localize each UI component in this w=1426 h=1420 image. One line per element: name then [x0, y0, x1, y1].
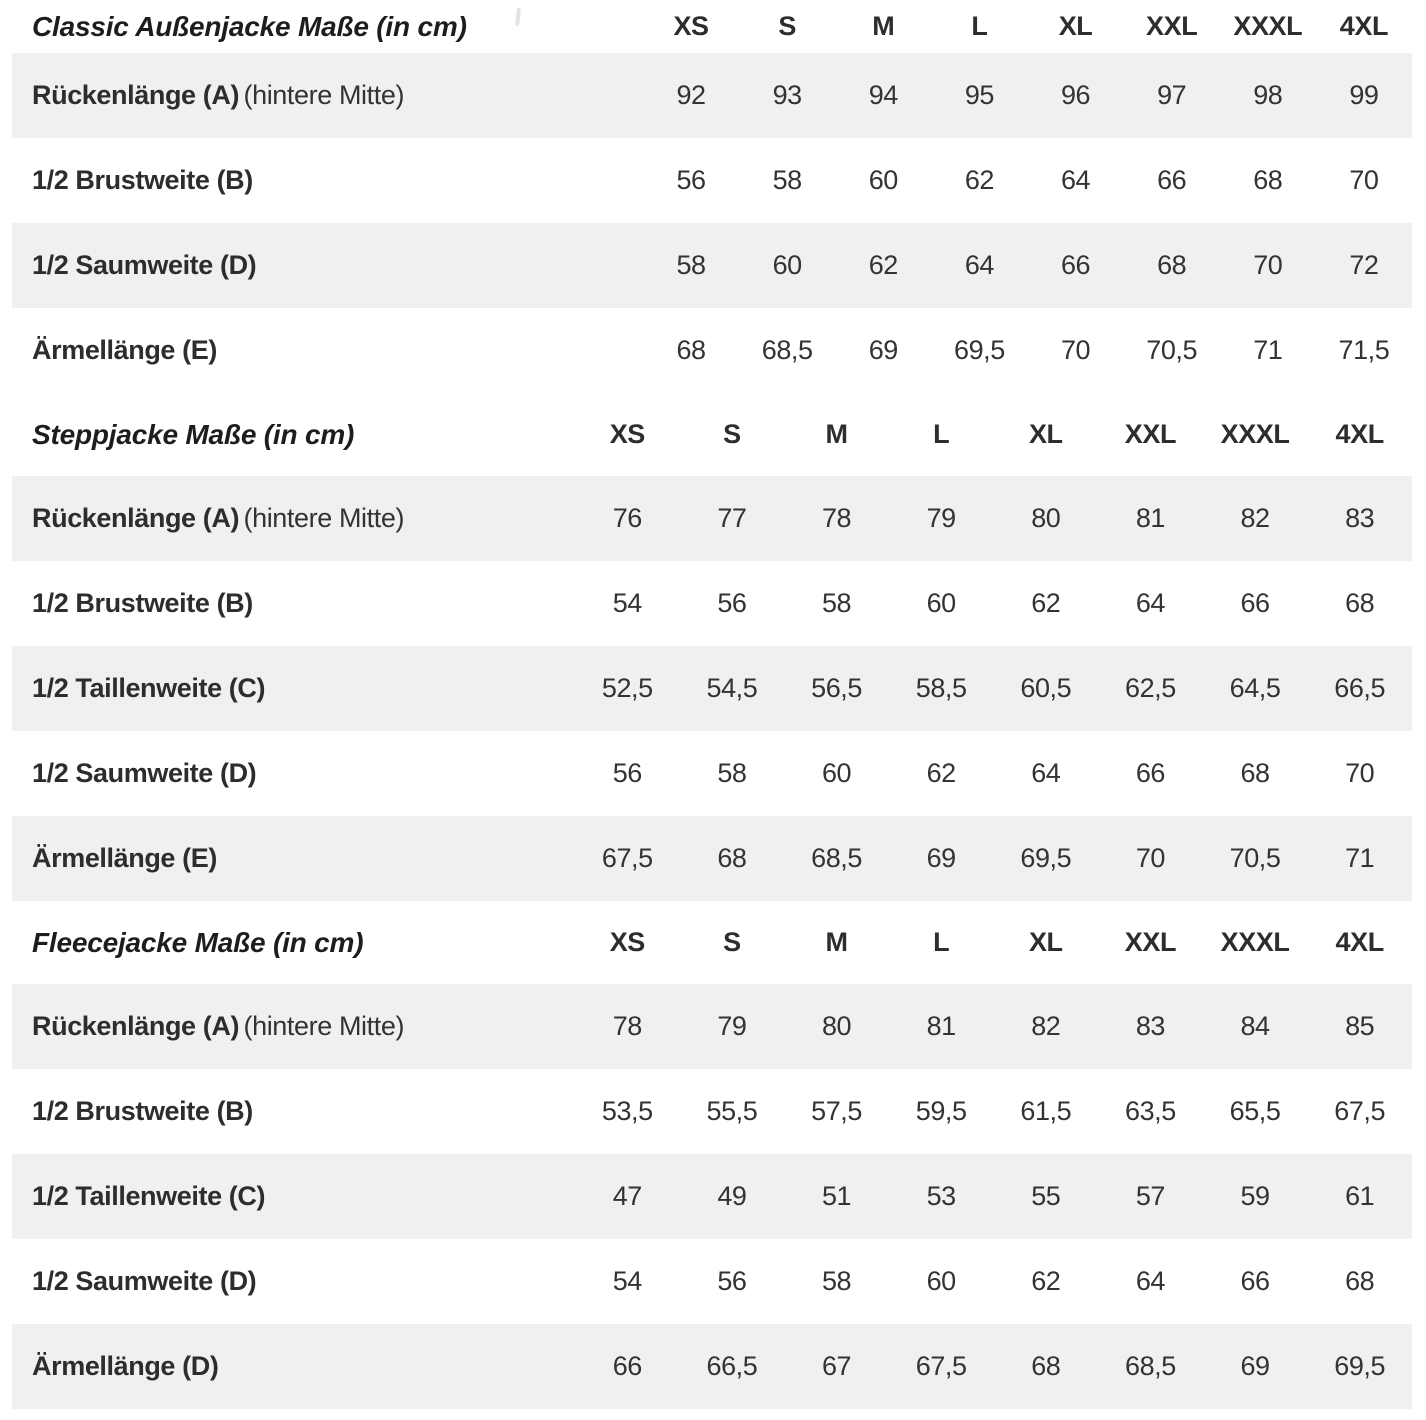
- size-column-header: M: [825, 419, 848, 449]
- row-label-cell: [12, 138, 643, 223]
- value-cell: 70: [1135, 843, 1166, 873]
- value-cell: 70: [1349, 165, 1379, 195]
- value-cell: 68,5: [811, 843, 863, 873]
- value-cell: 54,5: [706, 673, 758, 703]
- value-cell: 58: [821, 1266, 852, 1296]
- row-label-cell: [12, 561, 575, 646]
- value-cell: 64: [1060, 165, 1091, 195]
- value-cell: 68: [676, 335, 706, 365]
- row-label-cell: [12, 816, 575, 901]
- value-cell: 71: [1253, 335, 1283, 365]
- value-cell: 51: [821, 1181, 852, 1211]
- measure-label: 1/2 Saumweite (D): [32, 758, 257, 788]
- table-title: Classic Außenjacke Maße (in cm): [32, 10, 467, 42]
- value-cell: 70: [1253, 250, 1283, 280]
- size-table-2: [12, 901, 1412, 1409]
- measure-label: 1/2 Taillenweite (C): [32, 1181, 266, 1211]
- value-cell: 47: [612, 1181, 642, 1211]
- measure-label: 1/2 Brustweite (B): [32, 1096, 253, 1126]
- value-cell: 53: [926, 1181, 956, 1211]
- table-row: [12, 1154, 1412, 1239]
- value-cell: 81: [1135, 503, 1166, 533]
- table-row: [12, 1239, 1412, 1324]
- value-cell: 66: [1240, 588, 1270, 618]
- table-row: [12, 816, 1412, 901]
- value-cell: 60: [821, 758, 852, 788]
- value-cell: 53,5: [601, 1096, 653, 1126]
- size-column-header: XS: [609, 419, 645, 449]
- size-column-header: XXL: [1124, 927, 1177, 957]
- value-cell: 63,5: [1124, 1096, 1176, 1126]
- value-cell: 76: [612, 503, 642, 533]
- value-cell: 70: [1060, 335, 1091, 365]
- value-cell: 62,5: [1124, 673, 1176, 703]
- value-cell: 80: [1031, 503, 1061, 533]
- value-cell: 66,5: [706, 1351, 758, 1381]
- value-cell: 59: [1240, 1181, 1270, 1211]
- size-column-header: XXXL: [1220, 419, 1290, 449]
- table-header-row: [12, 901, 1412, 984]
- value-cell: 72: [1349, 250, 1379, 280]
- row-label-cell: [12, 308, 643, 393]
- value-cell: 66: [1240, 1266, 1270, 1296]
- size-column-header: XS: [673, 11, 709, 41]
- size-table-0: [12, 0, 1412, 393]
- value-cell: 57: [1135, 1181, 1166, 1211]
- value-cell: 66: [612, 1351, 642, 1381]
- value-cell: 69,5: [1020, 843, 1072, 873]
- value-cell: 55,5: [706, 1096, 758, 1126]
- value-cell: 99: [1349, 80, 1379, 110]
- value-cell: 79: [717, 1011, 747, 1041]
- value-cell: 66: [1060, 250, 1091, 280]
- size-column-header: XL: [1028, 419, 1063, 449]
- size-table-1: [12, 393, 1412, 901]
- value-cell: 68: [1253, 165, 1283, 195]
- table-row: [12, 1324, 1412, 1409]
- value-cell: 68,5: [761, 335, 813, 365]
- measure-label: Ärmellänge (E): [32, 335, 217, 365]
- value-cell: 61: [1345, 1181, 1375, 1211]
- size-column-header: S: [723, 927, 741, 957]
- table-row: [12, 53, 1412, 138]
- size-column-header: XL: [1028, 927, 1063, 957]
- value-cell: 79: [926, 503, 956, 533]
- size-column-header: M: [872, 11, 895, 41]
- value-cell: 65,5: [1229, 1096, 1281, 1126]
- table-row: [12, 984, 1412, 1069]
- value-cell: 66: [1135, 758, 1166, 788]
- value-cell: 69: [1240, 1351, 1270, 1381]
- size-column-header: L: [933, 927, 950, 957]
- row-label-cell: [12, 1324, 575, 1409]
- value-cell: 56: [717, 588, 747, 618]
- value-cell: 56: [717, 1266, 747, 1296]
- value-cell: 82: [1240, 503, 1270, 533]
- value-cell: 68: [1345, 588, 1375, 618]
- value-cell: 71: [1345, 843, 1375, 873]
- value-cell: 62: [1031, 1266, 1061, 1296]
- table-row: [12, 731, 1412, 816]
- table-row: [12, 1069, 1412, 1154]
- value-cell: 68: [1240, 758, 1270, 788]
- row-label-cell: [12, 1069, 575, 1154]
- value-cell: 64,5: [1229, 673, 1281, 703]
- value-cell: 97: [1157, 80, 1187, 110]
- measure-label: Rückenlänge (A): [32, 80, 240, 110]
- table-header-row: [12, 0, 1412, 53]
- value-cell: 77: [717, 503, 747, 533]
- table-title: Steppjacke Maße (in cm): [32, 418, 355, 450]
- value-cell: 66,5: [1334, 673, 1386, 703]
- value-cell: 70,5: [1146, 335, 1198, 365]
- value-cell: 68: [717, 843, 747, 873]
- value-cell: 64: [1031, 758, 1061, 788]
- value-cell: 69: [926, 843, 956, 873]
- value-cell: 56: [676, 165, 706, 195]
- value-cell: 98: [1253, 80, 1283, 110]
- measure-label: Ärmellänge (D): [32, 1351, 219, 1381]
- measure-note: (hintere Mitte): [243, 1011, 405, 1041]
- value-cell: 80: [821, 1011, 852, 1041]
- table-row: [12, 476, 1412, 561]
- size-column-header: L: [933, 419, 950, 449]
- size-column-header: 4XL: [1335, 927, 1384, 957]
- value-cell: 83: [1135, 1011, 1166, 1041]
- measure-note: (hintere Mitte): [243, 503, 405, 533]
- value-cell: 52,5: [601, 673, 653, 703]
- table-header-row: [12, 393, 1412, 476]
- value-cell: 54: [612, 588, 642, 618]
- row-label-cell: [12, 223, 643, 308]
- value-cell: 60: [926, 1266, 956, 1296]
- value-cell: 84: [1240, 1011, 1270, 1041]
- value-cell: 64: [964, 250, 995, 280]
- measure-note: (hintere Mitte): [243, 80, 405, 110]
- value-cell: 58: [821, 588, 852, 618]
- row-label-cell: [12, 646, 575, 731]
- value-cell: 81: [926, 1011, 956, 1041]
- table-row: [12, 646, 1412, 731]
- measure-label: 1/2 Taillenweite (C): [32, 673, 266, 703]
- size-column-header: L: [971, 11, 988, 41]
- value-cell: 69,5: [953, 335, 1005, 365]
- table-row: [12, 561, 1412, 646]
- size-column-header: 4XL: [1339, 11, 1389, 41]
- value-cell: 95: [964, 80, 995, 110]
- row-label-cell: [12, 1239, 575, 1324]
- value-cell: 61,5: [1020, 1096, 1072, 1126]
- size-tables-wrap: [12, 0, 1412, 1409]
- value-cell: 60: [868, 165, 898, 195]
- value-cell: 68: [1031, 1351, 1061, 1381]
- measure-label: Rückenlänge (A): [32, 503, 240, 533]
- size-column-header: XXXL: [1233, 11, 1303, 41]
- value-cell: 60,5: [1020, 673, 1072, 703]
- value-cell: 67,5: [1334, 1096, 1386, 1126]
- row-label-cell: [12, 731, 575, 816]
- row-label-cell: [12, 53, 643, 138]
- value-cell: 68,5: [1124, 1351, 1176, 1381]
- value-cell: 64: [1135, 588, 1166, 618]
- measure-label: Rückenlänge (A): [32, 1011, 240, 1041]
- measure-label: Ärmellänge (E): [32, 843, 217, 873]
- value-cell: 83: [1345, 503, 1375, 533]
- value-cell: 78: [821, 503, 852, 533]
- value-cell: 62: [926, 758, 956, 788]
- value-cell: 64: [1135, 1266, 1166, 1296]
- value-cell: 67,5: [915, 1351, 967, 1381]
- size-column-header: XS: [609, 927, 645, 957]
- measure-label: 1/2 Brustweite (B): [32, 588, 253, 618]
- value-cell: 58: [772, 165, 802, 195]
- measure-label: 1/2 Saumweite (D): [32, 1266, 257, 1296]
- size-column-header: XL: [1058, 11, 1093, 41]
- value-cell: 60: [926, 588, 956, 618]
- value-cell: 94: [868, 80, 898, 110]
- value-cell: 56: [612, 758, 642, 788]
- measure-label: 1/2 Brustweite (B): [32, 165, 253, 195]
- value-cell: 68: [1157, 250, 1187, 280]
- size-column-header: S: [778, 11, 796, 41]
- value-cell: 60: [772, 250, 802, 280]
- row-label-cell: [12, 1154, 575, 1239]
- value-cell: 62: [1031, 588, 1061, 618]
- value-cell: 62: [964, 165, 995, 195]
- value-cell: 67: [821, 1351, 852, 1381]
- value-cell: 54: [612, 1266, 642, 1296]
- value-cell: 62: [868, 250, 898, 280]
- row-label-cell: [12, 476, 575, 561]
- value-cell: 66: [1157, 165, 1187, 195]
- value-cell: 78: [612, 1011, 642, 1041]
- size-column-header: XXL: [1146, 11, 1198, 41]
- size-column-header: XXL: [1124, 419, 1177, 449]
- size-column-header: 4XL: [1335, 419, 1384, 449]
- table-title: Fleecejacke Maße (in cm): [32, 926, 364, 958]
- value-cell: 69: [868, 335, 898, 365]
- value-cell: 82: [1031, 1011, 1061, 1041]
- value-cell: 69,5: [1334, 1351, 1386, 1381]
- value-cell: 58,5: [915, 673, 967, 703]
- size-column-header: XXXL: [1220, 927, 1290, 957]
- value-cell: 58: [717, 758, 747, 788]
- value-cell: 70,5: [1229, 843, 1281, 873]
- value-cell: 92: [676, 80, 706, 110]
- value-cell: 58: [676, 250, 706, 280]
- value-cell: 68: [1345, 1266, 1375, 1296]
- value-cell: 93: [772, 80, 802, 110]
- value-cell: 49: [717, 1181, 747, 1211]
- value-cell: 59,5: [915, 1096, 967, 1126]
- value-cell: 70: [1345, 758, 1375, 788]
- row-label-cell: [12, 984, 575, 1069]
- value-cell: 55: [1031, 1181, 1061, 1211]
- table-row: [12, 138, 1412, 223]
- value-cell: 96: [1060, 80, 1091, 110]
- measure-label: 1/2 Saumweite (D): [32, 250, 257, 280]
- table-row: [12, 223, 1412, 308]
- value-cell: 85: [1345, 1011, 1375, 1041]
- value-cell: 67,5: [601, 843, 653, 873]
- size-column-header: M: [825, 927, 848, 957]
- value-cell: 56,5: [811, 673, 863, 703]
- table-row: [12, 308, 1412, 393]
- value-cell: 71,5: [1338, 335, 1390, 365]
- value-cell: 57,5: [811, 1096, 863, 1126]
- size-column-header: S: [723, 419, 741, 449]
